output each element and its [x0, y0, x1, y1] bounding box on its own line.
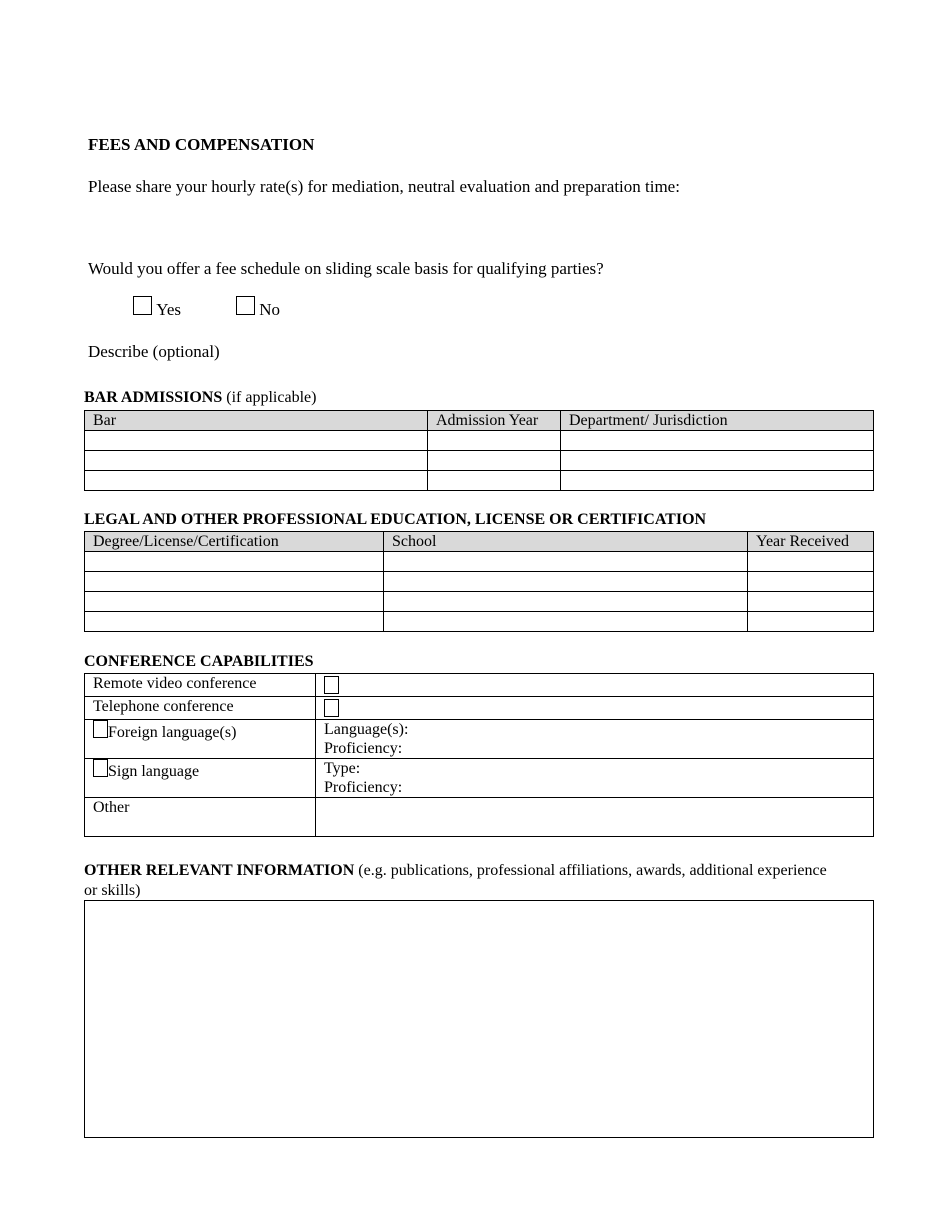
bar-section-subtitle: (if applicable) [226, 389, 317, 406]
telephone-label: Telephone conference [85, 697, 316, 720]
header-admission-year: Admission Year [428, 411, 561, 431]
table-cell[interactable] [384, 592, 748, 612]
bar-section-title: BAR ADMISSIONS [84, 389, 223, 406]
fees-section-title: FEES AND COMPENSATION [88, 135, 315, 154]
table-cell[interactable] [85, 592, 384, 612]
no-label: No [259, 300, 281, 319]
other-info-title: OTHER RELEVANT INFORMATION [84, 862, 355, 879]
table-cell[interactable] [561, 471, 874, 491]
header-year-received: Year Received [748, 532, 874, 552]
table-row [85, 697, 874, 720]
other-label: Other [85, 798, 316, 837]
table-row [85, 674, 874, 697]
table-cell[interactable] [561, 451, 874, 471]
conference-table [84, 673, 874, 837]
remote-video-cell [316, 674, 874, 697]
foreign-language-label: Foreign language(s) [108, 724, 237, 741]
other-info-subtitle: (e.g. publications, professional affiliations, awards, additional experience or skills) [84, 862, 827, 899]
table-cell[interactable] [384, 552, 748, 572]
telephone-checkbox[interactable] [324, 699, 339, 717]
other-info-heading [84, 861, 844, 901]
table-cell[interactable] [748, 552, 874, 572]
table-cell[interactable] [748, 612, 874, 632]
table-row [85, 552, 874, 572]
sign-language-checkbox[interactable] [93, 759, 108, 777]
yes-label: Yes [156, 300, 181, 319]
bar-section-heading [84, 389, 316, 407]
table-row [85, 572, 874, 592]
table-row [85, 431, 874, 451]
table-cell[interactable] [748, 592, 874, 612]
table-cell[interactable] [85, 572, 384, 592]
table-cell[interactable] [85, 552, 384, 572]
yes-checkbox[interactable] [133, 296, 152, 315]
table-cell[interactable] [428, 451, 561, 471]
sign-language-details[interactable] [316, 759, 874, 798]
table-cell[interactable] [85, 431, 428, 451]
foreign-language-checkbox[interactable] [93, 720, 108, 738]
table-cell[interactable] [561, 431, 874, 451]
sliding-no-option[interactable] [236, 294, 280, 320]
remote-video-checkbox[interactable] [324, 676, 339, 694]
hourly-rate-prompt: Please share your hourly rate(s) for mediation, neutral evaluation and preparation time: [88, 177, 680, 196]
table-cell[interactable] [748, 572, 874, 592]
table-cell[interactable] [384, 572, 748, 592]
table-cell[interactable] [85, 471, 428, 491]
header-degree: Degree/License/Certification [85, 532, 384, 552]
education-section-title: LEGAL AND OTHER PROFESSIONAL EDUCATION, LICENSE OR CERTIFICATION [84, 511, 707, 528]
header-department-jurisdiction: Department/ Jurisdiction [561, 411, 874, 431]
sliding-yes-option[interactable] [133, 294, 181, 320]
languages-field-label: Language(s): [324, 721, 409, 738]
foreign-proficiency-field-label: Proficiency: [324, 740, 403, 757]
other-details[interactable] [316, 798, 874, 837]
telephone-cell [316, 697, 874, 720]
sign-type-field-label: Type: [324, 760, 361, 777]
sliding-scale-prompt: Would you offer a fee schedule on sliding scale basis for qualifying parties? [88, 259, 604, 278]
table-cell[interactable] [384, 612, 748, 632]
header-bar: Bar [85, 411, 428, 431]
table-cell[interactable] [85, 612, 384, 632]
foreign-language-details[interactable] [316, 720, 874, 759]
table-row [85, 720, 874, 759]
table-row [85, 592, 874, 612]
table-row [85, 471, 874, 491]
other-info-textbox[interactable] [84, 900, 874, 1138]
table-row [85, 798, 874, 837]
bar-admissions-table [84, 410, 874, 491]
no-checkbox[interactable] [236, 296, 255, 315]
table-cell[interactable] [428, 431, 561, 451]
remote-video-label: Remote video conference [85, 674, 316, 697]
table-cell[interactable] [85, 451, 428, 471]
education-table [84, 531, 874, 632]
table-header-row [85, 532, 874, 552]
table-row [85, 612, 874, 632]
table-row [85, 759, 874, 798]
table-header-row [85, 411, 874, 431]
describe-label: Describe (optional) [88, 342, 220, 361]
header-school: School [384, 532, 748, 552]
foreign-language-cell [85, 720, 316, 759]
sign-proficiency-field-label: Proficiency: [324, 779, 403, 796]
sign-language-cell [85, 759, 316, 798]
table-row [85, 451, 874, 471]
conference-section-title: CONFERENCE CAPABILITIES [84, 653, 314, 670]
table-cell[interactable] [428, 471, 561, 491]
sign-language-label: Sign language [108, 763, 200, 780]
